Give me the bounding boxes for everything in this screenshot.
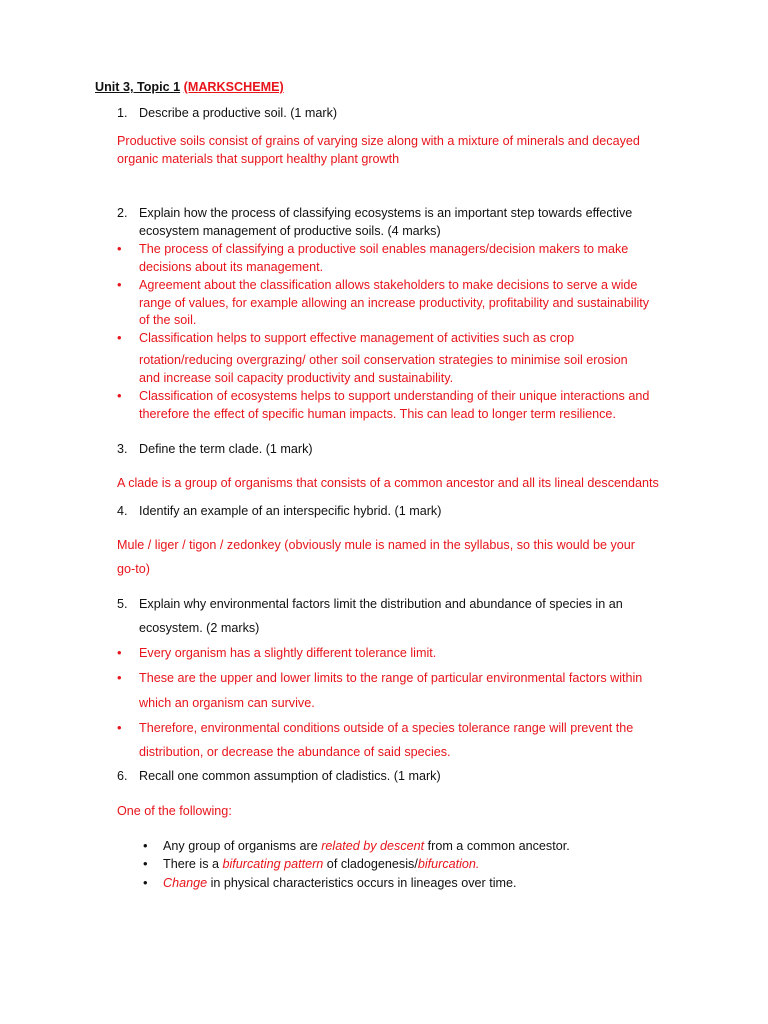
- q3-question: Define the term clade. (1 mark): [139, 442, 313, 456]
- bullet-glyph: •: [143, 838, 148, 853]
- q6-answer-1-pre: Any group of organisms are: [163, 839, 322, 853]
- bullet-glyph: •: [117, 720, 122, 735]
- q2-bullet-4-line-1: Classification of ecosystems helps to support understanding of their unique interactions and: [139, 389, 650, 403]
- q2-bullet-1-line-1: The process of classifying a productive soil enables managers/decision makers to make: [139, 242, 629, 256]
- q2-question-line-2: ecosystem management of productive soils. (4 marks): [139, 224, 441, 238]
- bullet-glyph: •: [143, 856, 148, 871]
- bullet-glyph: •: [117, 645, 122, 660]
- q1-answer-line-1: Productive soils consist of grains of varying size along with a mixture of minerals and decayed: [117, 134, 640, 148]
- bullet-glyph: •: [117, 388, 122, 403]
- q5-bullet-2-line-2: which an organism can survive.: [139, 696, 315, 710]
- q3-number: 3.: [117, 442, 128, 456]
- q6-intro: One of the following:: [117, 804, 232, 818]
- q5-bullet-3-line-2: distribution, or decrease the abundance of said species.: [139, 745, 451, 759]
- q6-answer-2-pre: There is a: [163, 857, 223, 871]
- document-title: [95, 79, 284, 95]
- bullet-glyph: •: [143, 875, 148, 890]
- q1-question: Describe a productive soil. (1 mark): [139, 106, 338, 120]
- q1-answer-line-2: organic materials that support healthy plant growth: [117, 152, 400, 166]
- q2-question-line-1: Explain how the process of classifying ecosystems is an important step towards effective: [139, 206, 633, 220]
- q3-answer: A clade is a group of organisms that consists of a common ancestor and all its lineal descendants: [117, 476, 659, 490]
- q4-number: 4.: [117, 504, 128, 518]
- q6-answer-2-mid: of cladogenesis/: [323, 857, 418, 871]
- bullet-glyph: •: [117, 670, 122, 685]
- q2-bullet-3-line-3: and increase soil capacity productivity and sustainability.: [139, 371, 454, 385]
- q2-number: 2.: [117, 206, 128, 220]
- q6-answer-3-emphasis: Change: [163, 876, 208, 890]
- bullet-glyph: •: [117, 277, 122, 292]
- q2-bullet-1-line-2: decisions about its management.: [139, 260, 324, 274]
- q5-bullet-3-line-1: Therefore, environmental conditions outside of a species tolerance range will prevent the: [139, 721, 634, 735]
- q5-number: 5.: [117, 597, 128, 611]
- q1-number: 1.: [117, 106, 128, 120]
- q6-answer-3-post: in physical characteristics occurs in lineages over time.: [207, 876, 517, 890]
- q2-bullet-2-line-1: Agreement about the classification allows stakeholders to make decisions to serve a wide: [139, 278, 638, 292]
- bullet-glyph: •: [117, 330, 122, 345]
- q6-answer-1-emphasis: related by descent: [321, 839, 425, 853]
- bullet-glyph: •: [117, 241, 122, 256]
- title-markscheme: (MARKSCHEME): [183, 80, 284, 94]
- q2-bullet-2-line-2: range of values, for example allowing an increase productivity, profitability and sustainability: [139, 296, 650, 310]
- q2-bullet-2-line-3: of the soil.: [139, 313, 197, 327]
- q2-bullet-4-line-2: therefore the effect of specific human impacts. This can lead to longer term resilience.: [139, 407, 616, 421]
- q6-answer-2-emphasis-2: bifurcation.: [417, 857, 480, 871]
- q4-answer-line-1: Mule / liger / tigon / zedonkey (obviously mule is named in the syllabus, so this would be your: [117, 538, 636, 552]
- q5-bullet-1-line-1: Every organism has a slightly different tolerance limit.: [139, 646, 437, 660]
- title-main: Unit 3, Topic 1: [95, 80, 181, 94]
- q6-question: Recall one common assumption of cladistics. (1 mark): [139, 769, 441, 783]
- q4-answer-line-2: go-to): [117, 562, 150, 576]
- q6-answer-2-emphasis: bifurcating pattern: [222, 857, 324, 871]
- q6-answer-3: [163, 875, 517, 891]
- q2-bullet-3-line-1: Classification helps to support effective management of activities such as crop: [139, 331, 575, 345]
- q2-bullet-3-line-2: rotation/reducing overgrazing/ other soil conservation strategies to minimise soil erosion: [139, 353, 628, 367]
- q6-answer-1: [163, 838, 570, 854]
- q4-question: Identify an example of an interspecific hybrid. (1 mark): [139, 504, 442, 518]
- q5-question-line-1: Explain why environmental factors limit the distribution and abundance of species in an: [139, 597, 623, 611]
- q6-number: 6.: [117, 769, 128, 783]
- q5-question-line-2: ecosystem. (2 marks): [139, 621, 260, 635]
- q6-answer-1-post: from a common ancestor.: [424, 839, 570, 853]
- q5-bullet-2-line-1: These are the upper and lower limits to the range of particular environmental factors within: [139, 671, 643, 685]
- q6-answer-2: [163, 856, 479, 872]
